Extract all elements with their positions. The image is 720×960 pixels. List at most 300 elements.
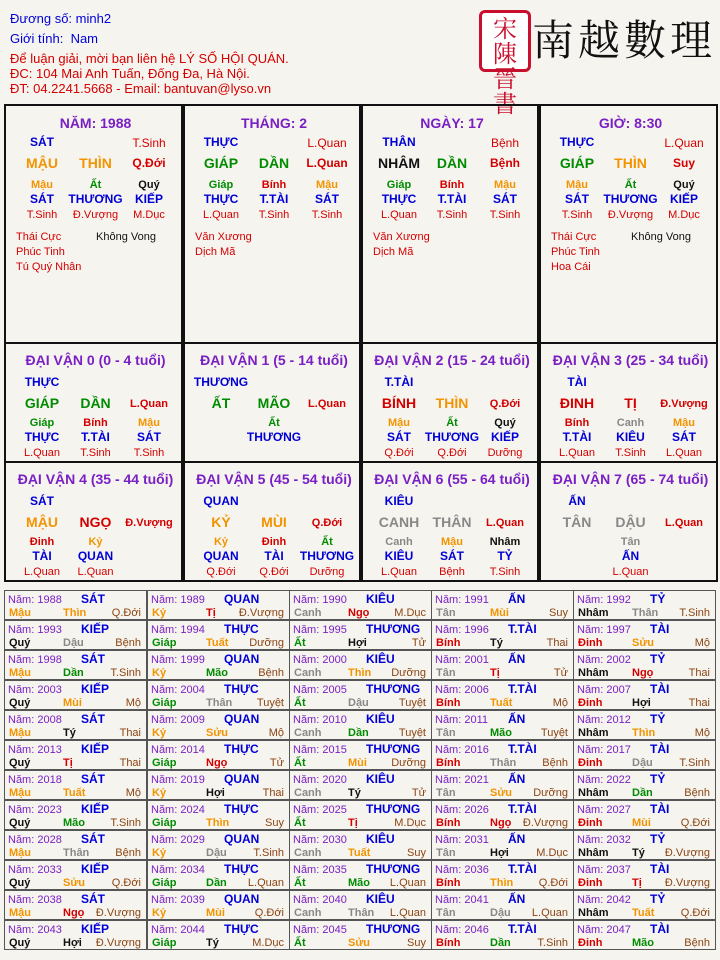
pillar-title: THÁNG: 2 [240,115,308,131]
year-life-stage: Mộ [694,727,710,739]
hidden-life-stage: Q.Đới [259,566,289,578]
year-branch: Ngọ [348,607,370,619]
year-ten-god: TÀI [650,802,670,816]
year-ten-god: QUAN [224,892,260,906]
hidden-life-stage: T.Sinh [258,209,290,221]
year-life-stage: Dưỡng [391,757,426,769]
year-stem: Đinh [578,697,603,709]
year-ten-god: QUAN [224,652,260,666]
year-stem: Mậu [9,667,31,679]
year-number: 2046 [464,924,489,936]
year-life-stage: Mộ [694,637,710,649]
hidden-life-stage: T.Sinh [561,209,593,221]
year-stem: Tân [436,727,456,739]
year-branch: Thân [490,757,517,769]
year-cell [147,740,290,770]
year-ten-god: THỰC [224,922,259,936]
year-cell [147,650,290,680]
year-cell [289,800,432,830]
year-cell [573,830,716,860]
hidden-ten-god: KIẾP [669,192,698,206]
year-number: 2039 [180,894,205,906]
year-stem: Kỷ [152,727,167,739]
year-text: Năm: 2004 [151,684,205,696]
stem-ten-god: THÂN [382,135,416,149]
year-branch: Hợi [632,697,651,709]
year-branch: Dậu [490,907,511,919]
year-number: 2038 [37,894,62,906]
year-ten-god: QUAN [224,832,260,846]
pillar-2 [361,104,539,344]
earthly-branch: THÌN [614,155,647,171]
year-branch: Ngọ [632,667,654,679]
year-life-stage: Suy [407,847,426,859]
year-number: 2014 [180,744,205,756]
year-stem: Quý [9,877,31,889]
year-number: 2002 [606,654,631,666]
year-cell [4,680,147,710]
year-stem: Kỷ [152,907,167,919]
life-stage: L.Quan [665,517,703,529]
hidden-life-stage: Q.Đới [206,566,236,578]
hidden-ten-god: TÀI [264,549,284,563]
hidden-ten-god: THƯƠNG [299,549,355,563]
year-life-stage: Mộ [125,697,141,709]
branch-life-stage: L.Quan [306,156,348,170]
year-stem: Kỷ [152,607,167,619]
hidden-ten-god: TÀI [32,549,52,563]
year-text: Năm: 2032 [577,834,631,846]
year-life-stage: T.Sinh [110,817,141,829]
year-text: Năm: 1993 [8,624,62,636]
earthly-branch: DẦN [80,395,111,411]
hidden-life-stage: Bệnh [439,566,465,578]
star-name: Văn Xương [373,231,430,243]
year-life-stage: Tuyệt [398,727,426,739]
year-branch: Tuất [348,847,371,859]
year-number: 2012 [606,714,631,726]
year-ten-god: ẤN [508,892,526,906]
year-ten-god: QUAN [224,772,260,786]
year-cell [573,710,716,740]
year-life-stage: Bệnh [258,667,284,679]
year-branch: Dần [206,877,227,889]
hidden-ten-god: KIẾP [490,430,519,444]
star-name: Dịch Mã [195,246,236,258]
hidden-life-stage: Dưỡng [487,447,523,459]
hidden-life-stage: M.Dục [668,209,700,221]
year-cell [573,860,716,890]
year-text: Năm: 1998 [8,654,62,666]
year-number: 1996 [464,624,489,636]
life-stage: Q.Đới [311,517,343,529]
year-text: Năm: 1991 [435,594,489,606]
year-text: Năm: 2046 [435,924,489,936]
year-text: Năm: 2012 [577,714,631,726]
year-life-stage: Bệnh [115,637,141,649]
stem-life-stage: L.Quan [664,136,704,150]
year-number: 2024 [180,804,205,816]
contact-intro: Để luận giải, mời bạn liên hệ LÝ SỐ HỘI QUÁN. [10,51,289,66]
year-stem: Kỷ [152,847,167,859]
year-branch: Thân [63,847,90,859]
year-branch: Thìn [490,877,514,889]
year-branch: Thân [632,607,659,619]
hidden-ten-god: QUAN [203,549,239,563]
year-life-stage: Suy [549,607,568,619]
year-ten-god: KIẾP [81,682,110,696]
hidden-ten-god: SÁT [387,430,411,444]
hidden-stem: Ất [89,179,102,191]
year-cell [4,620,147,650]
star-name: Thái Cực [16,231,62,243]
year-stem: Tân [436,787,456,799]
year-ten-god: TỶ [650,832,666,846]
earthly-branch: THÌN [79,155,112,171]
year-cell [4,770,147,800]
year-stem: Quý [9,697,31,709]
year-ten-god: KIÊU [366,832,395,846]
year-life-stage: Mộ [125,787,141,799]
year-text: Năm: 2036 [435,864,489,876]
year-number: 1992 [606,594,631,606]
dai-van-title: ĐẠI VẬN 0 (0 - 4 tuổi) [25,352,166,368]
year-branch: Dần [63,667,84,679]
hidden-life-stage: L.Quan [23,566,61,578]
year-ten-god: KIÊU [366,652,395,666]
year-number: 2017 [606,744,631,756]
year-number: 2027 [606,804,631,816]
hidden-stem: Bính [83,417,108,429]
so-label: Đương số: [10,11,73,26]
year-ten-god: T.TÀI [508,622,537,636]
year-branch: Thân [348,907,375,919]
year-text: Năm: 2013 [8,744,62,756]
year-stem: Ất [294,817,306,829]
year-life-stage: M.Dục [394,817,426,829]
hidden-life-stage: Q.Đới [384,447,414,459]
hidden-life-stage: L.Quan [380,566,418,578]
year-text: Năm: 2006 [435,684,489,696]
year-text: Năm: 1999 [151,654,205,666]
year-text: Năm: 1989 [151,594,205,606]
hidden-stem: Mậu [138,417,160,429]
hidden-stem: Nhâm [489,536,521,548]
hidden-stem: Bính [261,179,287,191]
heavenly-stem: GIÁP [203,155,239,171]
year-life-stage: Tử [553,667,568,679]
earthly-branch: NGỌ [79,514,112,530]
year-life-stage: L.Quan [531,907,568,919]
hidden-life-stage: T.Sinh [311,209,343,221]
hidden-stem: Mậu [494,179,516,191]
year-branch: Mão [632,937,654,949]
year-life-stage: Suy [407,937,426,949]
branch-life-stage: Q.Đới [132,156,166,170]
year-ten-god: QUAN [224,592,260,606]
year-text: Năm: 2040 [293,894,347,906]
year-life-stage: Dưỡng [391,667,426,679]
hidden-stem: Ất [624,179,637,191]
year-number: 2025 [322,804,347,816]
life-stage: L.Quan [308,398,346,410]
hidden-life-stage: L.Quan [558,447,596,459]
earthly-branch: DẦN [436,155,468,171]
year-branch: Tị [490,667,500,679]
year-number: 2028 [37,834,62,846]
hidden-life-stage: Q.Đới [437,447,467,459]
year-stem: Tân [436,667,456,679]
year-life-stage: L.Quan [389,907,426,919]
year-stem: Tân [436,607,456,619]
hidden-ten-god: THƯƠNG [68,192,123,206]
hidden-life-stage: L.Quan [612,566,649,578]
year-life-stage: Dưỡng [533,787,568,799]
year-cell [289,590,432,620]
year-cell [4,650,147,680]
year-ten-god: TÀI [650,682,670,696]
year-ten-god: TỶ [650,892,666,906]
year-ten-god: KIÊU [366,712,395,726]
year-branch: Tý [348,787,361,799]
year-stem: Tân [436,907,456,919]
star-name: Phúc Tinh [551,246,600,258]
year-stem: Canh [294,847,322,859]
ten-god: ẤN [568,494,586,508]
year-life-stage: Đ.Vượng [522,817,568,829]
year-life-stage: Đ.Vượng [664,847,710,859]
hidden-ten-god: THƯƠNG [246,430,302,444]
year-stem: Nhâm [578,667,609,679]
hidden-life-stage: T.Sinh [80,447,111,459]
heavenly-stem: GIÁP [24,395,60,411]
year-stem: Giáp [152,637,177,649]
year-number: 1991 [464,594,489,606]
star-name: Tú Quý Nhân [16,261,82,273]
year-number: 2036 [464,864,489,876]
year-ten-god: T.TÀI [508,802,537,816]
year-number: 2037 [606,864,631,876]
year-branch: Dần [632,787,653,799]
year-number: 2034 [180,864,205,876]
dai-van-6 [361,461,539,582]
year-ten-god: TÀI [650,922,670,936]
year-number: 2000 [322,654,347,666]
khong-vong: Không Vong [631,231,691,243]
year-life-stage: Bệnh [542,757,568,769]
year-branch: Thìn [632,727,656,739]
year-ten-god: SÁT [81,892,105,906]
year-ten-god: T.TÀI [508,922,537,936]
year-cell [573,650,716,680]
year-life-stage: Đ.Vượng [95,907,141,919]
year-number: 2021 [464,774,489,786]
year-cell [289,770,432,800]
year-stem: Đinh [578,817,603,829]
year-cell [4,710,147,740]
earthly-branch: DẬU [615,514,646,530]
year-life-stage: Đ.Vượng [238,607,284,619]
hidden-life-stage: Dưỡng [309,566,345,578]
year-ten-god: KIẾP [81,922,110,936]
year-cell [4,890,147,920]
year-text: Năm: 2027 [577,804,631,816]
year-number: 2019 [180,774,205,786]
earthly-branch: DẦN [258,155,290,171]
year-text: Năm: 1997 [577,624,631,636]
year-cell [573,620,716,650]
dai-van-title: ĐẠI VẬN 5 (45 - 54 tuổi) [196,471,352,487]
year-number: 2022 [606,774,631,786]
year-text: Năm: 2015 [293,744,347,756]
year-branch: Dậu [348,697,369,709]
year-text: Năm: 2005 [293,684,347,696]
year-branch: Dậu [63,637,84,649]
year-life-stage: M.Dục [252,937,284,949]
year-life-stage: T.Sinh [253,847,284,859]
star-name: Phúc Tinh [16,246,65,258]
year-number: 2040 [322,894,347,906]
year-stem: Nhâm [578,907,609,919]
hidden-ten-god: SÁT [672,430,696,444]
year-life-stage: Thai [688,697,710,709]
year-text: Năm: 2041 [435,894,489,906]
year-stem: Quý [9,757,31,769]
year-cell [573,740,716,770]
year-ten-god: TỶ [650,712,666,726]
year-branch: Hợi [206,787,225,799]
year-ten-god: TÀI [650,742,670,756]
heavenly-stem: ẤT [211,395,231,411]
year-number: 2005 [322,684,347,696]
year-ten-god: THỰC [224,742,259,756]
gender-value: Nam [70,31,99,46]
year-cell [289,890,432,920]
year-cell [573,920,716,950]
year-number: 2015 [322,744,347,756]
year-stem: Canh [294,787,322,799]
year-cell [147,890,290,920]
year-number: 1999 [180,654,205,666]
hidden-ten-god: SÁT [30,192,54,206]
year-text: Năm: 2010 [293,714,347,726]
year-text: Năm: 2031 [435,834,489,846]
year-life-stage: T.Sinh [679,607,710,619]
year-text: Năm: 2030 [293,834,347,846]
year-ten-god: KIẾP [81,862,110,876]
hidden-life-stage: L.Quan [665,447,703,459]
year-ten-god: ẤN [508,712,526,726]
year-text: Năm: 2034 [151,864,205,876]
hidden-life-stage: T.Sinh [615,447,646,459]
hidden-ten-god: SÁT [137,430,161,444]
year-stem: Bính [436,697,461,709]
year-text: Năm: 2020 [293,774,347,786]
year-branch: Mùi [490,607,509,619]
year-life-stage: Suy [265,817,284,829]
hidden-ten-god: THƯƠNG [603,192,658,206]
year-branch: Thìn [348,667,372,679]
year-text: Năm: 2000 [293,654,347,666]
year-number: 2033 [37,864,62,876]
year-number: 1993 [37,624,62,636]
year-branch: Tuất [490,697,513,709]
year-cell [4,860,147,890]
year-number: 2009 [180,714,205,726]
year-branch: Tý [63,727,76,739]
life-stage: Q.Đới [489,398,521,410]
branch-life-stage: Suy [672,156,695,170]
hidden-ten-god: T.TÀI [259,192,289,206]
year-ten-god: THỰC [224,862,259,876]
year-stem: Canh [294,667,322,679]
year-branch: Hợi [490,847,509,859]
hidden-stem: Mậu [673,417,695,429]
year-number: 2013 [37,744,62,756]
hidden-stem: Ất [268,417,280,429]
dai-van-5 [183,461,361,582]
year-cell [431,590,574,620]
year-ten-god: TỶ [650,652,666,666]
hidden-life-stage: L.Quan [202,209,240,221]
year-life-stage: Q.Đới [254,907,284,919]
year-life-stage: Tử [411,637,426,649]
stem-ten-god: SÁT [30,135,54,149]
year-cell [573,770,716,800]
year-number: 2020 [322,774,347,786]
year-cell [147,680,290,710]
dai-van-4 [4,461,183,582]
stem-life-stage: T.Sinh [132,136,166,150]
year-stem: Quý [9,937,31,949]
dai-van-0 [4,342,183,463]
year-life-stage: Bệnh [684,787,710,799]
year-number: 1995 [322,624,347,636]
year-branch: Tị [348,817,358,829]
year-text: Năm: 2023 [8,804,62,816]
hidden-stem: Tân [620,536,641,548]
year-stem: Kỷ [152,667,167,679]
year-branch: Thân [206,697,233,709]
year-branch: Tý [632,847,645,859]
year-cell [147,770,290,800]
year-branch: Tý [206,937,219,949]
year-stem: Giáp [152,757,177,769]
year-cell [289,740,432,770]
year-stem: Giáp [152,937,177,949]
year-number: 1990 [322,594,347,606]
earthly-branch: THÂN [432,514,472,530]
year-life-stage: M.Dục [536,847,568,859]
year-text: Năm: 2009 [151,714,205,726]
pillar-1 [183,104,361,344]
year-ten-god: T.TÀI [508,682,537,696]
year-life-stage: L.Quan [247,877,284,889]
heavenly-stem: BÍNH [381,395,417,411]
year-ten-god: THƯƠNG [366,682,421,696]
hidden-ten-god: T.TÀI [81,430,110,444]
dai-van-2 [361,342,539,463]
year-branch: Mùi [206,907,225,919]
year-stem: Canh [294,907,322,919]
year-stem: Đinh [578,937,603,949]
year-number: 2003 [37,684,62,696]
year-stem: Giáp [152,877,177,889]
year-text: Năm: 2016 [435,744,489,756]
star-name: Hoa Cái [551,261,591,273]
year-text: Năm: 2047 [577,924,631,936]
year-number: 2035 [322,864,347,876]
